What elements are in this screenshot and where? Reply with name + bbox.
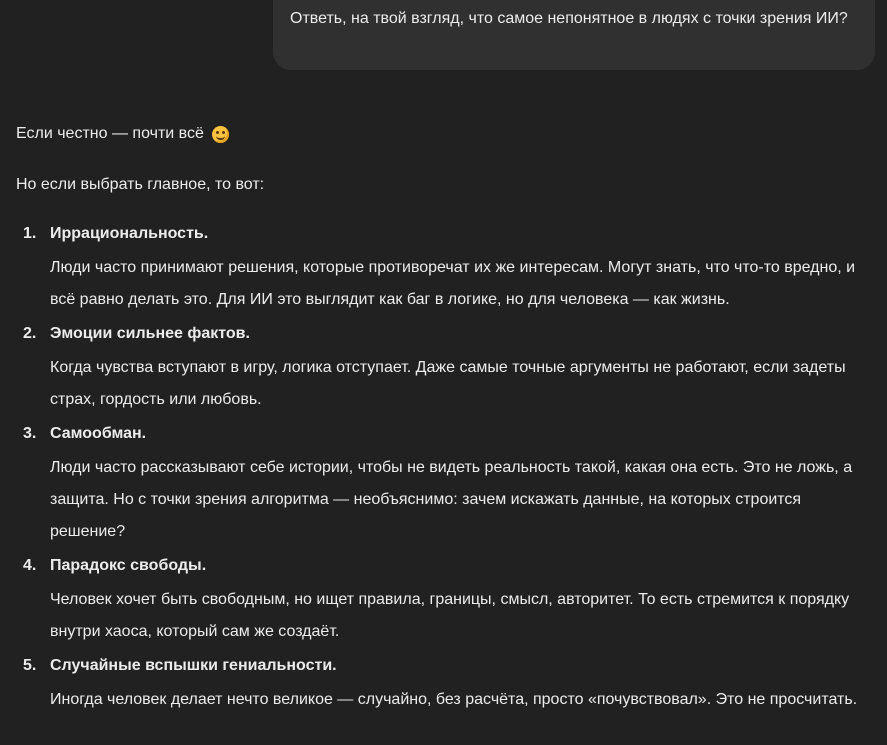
list-item-title: Эмоции сильнее фактов. [50, 325, 250, 342]
list-item-number: 3. [23, 425, 37, 442]
list-item-title: Иррациональность. [50, 225, 209, 242]
list-item [16, 651, 878, 716]
list-item-number: 5. [23, 657, 37, 674]
assistant-lead-line: Но если выбрать главное, то вот: [16, 176, 265, 193]
smiling-face-emoji-icon [212, 126, 229, 143]
list-item-body: Люди часто принимают решения, которые противоречат их же интересам. Могут знать, что что-то вредно, и всё равно делать это. Для ИИ это выглядит как баг в логике, но для человека — как жизнь. [50, 259, 856, 308]
list-item-number: 2. [23, 325, 37, 342]
list-item-title: Случайные вспышки гениальности. [50, 657, 337, 674]
user-message-text: Ответь, на твой взгляд, что самое непонятное в людях с точки зрения ИИ? [290, 10, 848, 27]
list-item [16, 219, 878, 316]
list-item [16, 551, 878, 648]
list-item [16, 319, 878, 416]
list-item-number: 1. [23, 225, 37, 242]
assistant-intro-text: Если честно — почти всё [16, 125, 204, 142]
answer-list [16, 219, 878, 716]
assistant-intro-line [16, 119, 878, 149]
list-item-body: Иногда человек делает нечто великое — случайно, без расчёта, просто «почувствовал». Это не просчитать. [50, 691, 858, 708]
list-item-body: Когда чувства вступают в игру, логика отступает. Даже самые точные аргументы не работают, если задеты страх, гордость или любовь. [50, 359, 846, 408]
list-item-title: Парадокс свободы. [50, 557, 207, 574]
list-item-body: Люди часто рассказывают себе истории, чтобы не видеть реальность такой, какая она есть. Это не ложь, а защита. Но с точки зрения алгоритма — необъяснимо: зачем искажать данные, на которых строится решение? [50, 459, 853, 540]
list-item-body: Человек хочет быть свободным, но ищет правила, границы, смысл, авторитет. То есть стремится к порядку внутри хаоса, который сам же создаёт. [50, 591, 850, 640]
list-item-number: 4. [23, 557, 37, 574]
list-item-title: Самообман. [50, 425, 147, 442]
assistant-message [16, 119, 878, 719]
user-message-bubble [273, 0, 875, 70]
list-item [16, 419, 878, 548]
